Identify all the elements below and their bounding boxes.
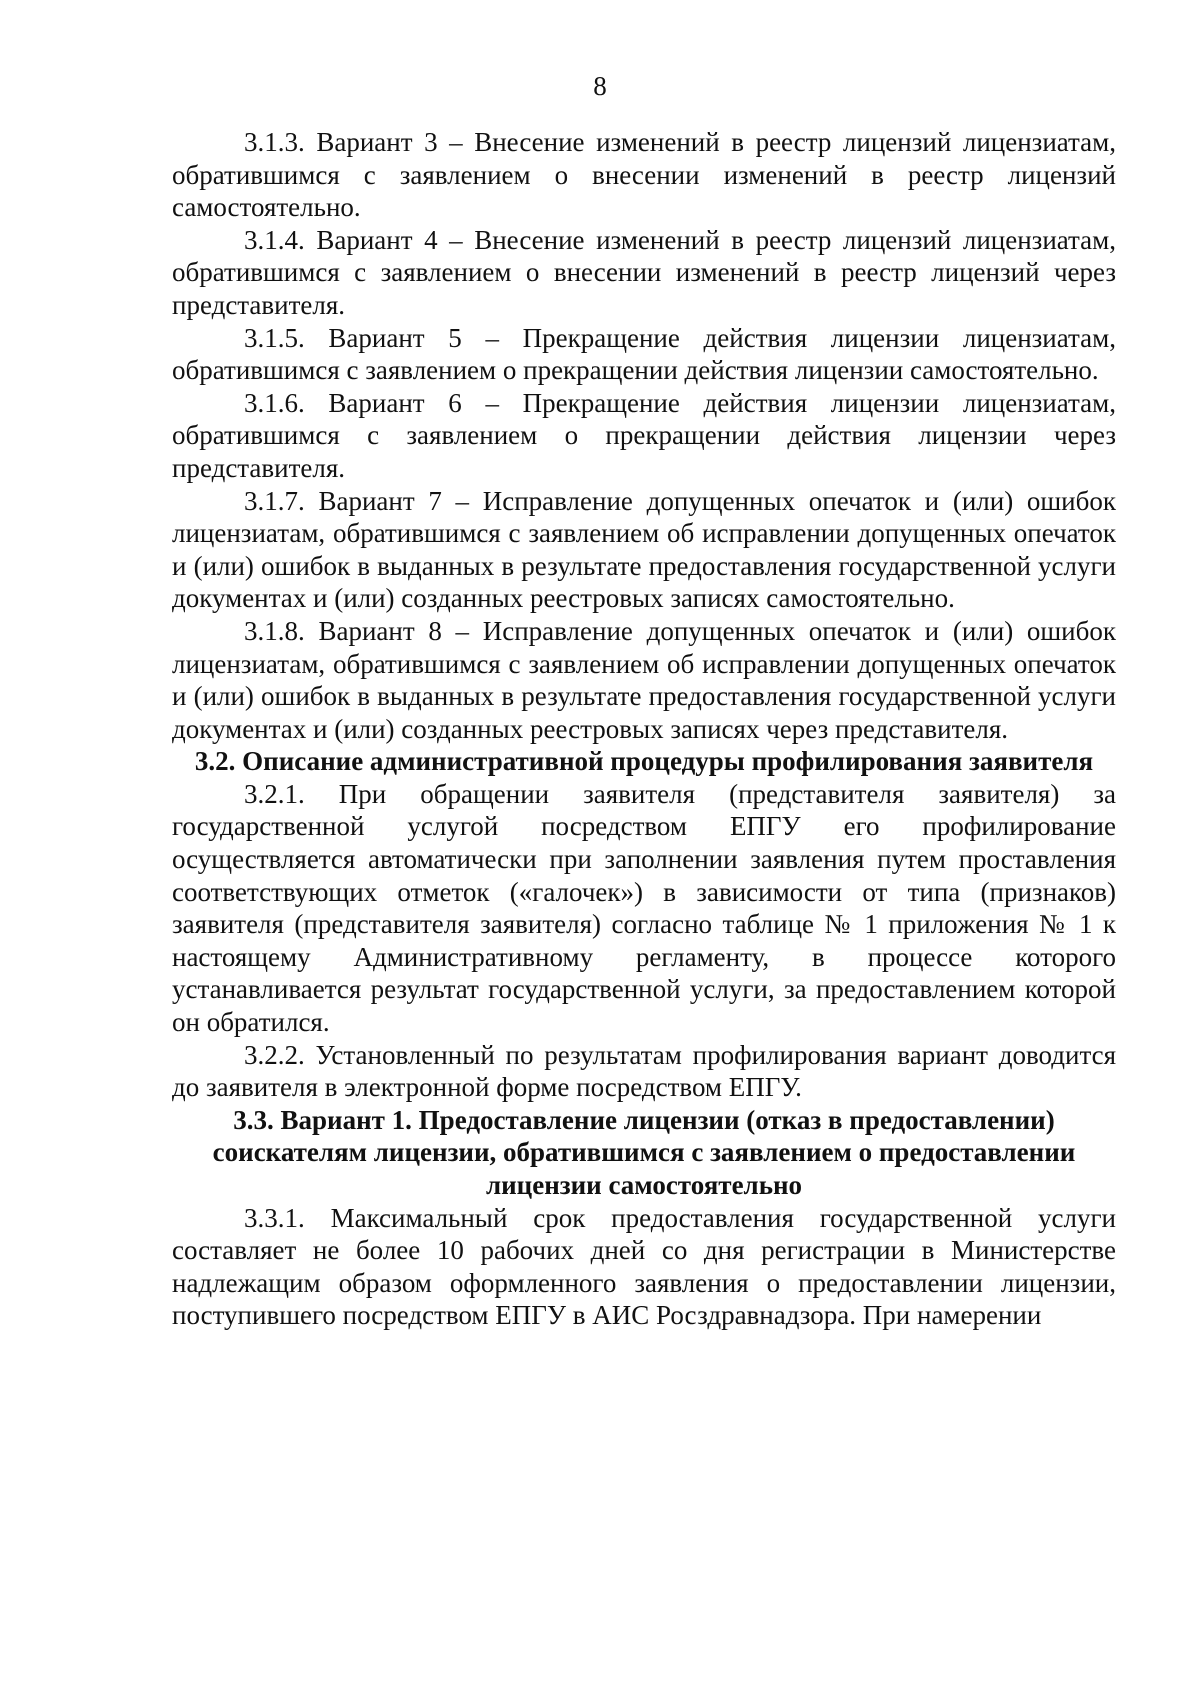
document-body <box>172 126 1116 1332</box>
page-number: 8 <box>593 71 607 101</box>
section-heading-3-3-line-3: лицензии самостоятельно <box>485 1170 803 1200</box>
paragraph-3-1-4: 3.1.4. Вариант 4 – Внесение изменений в реестр лицензий лицензиатам, обратившимся с заявлением о внесении изменений в реестр лицензий через представителя. <box>172 224 1116 320</box>
paragraph-3-1-7: 3.1.7. Вариант 7 – Исправление допущенных опечаток и (или) ошибок лицензиатам, обратившимся с заявлением об исправлении допущенных опечаток и (или) ошибок в выданных в результате предоставления государственной услуги документах и (или) созданных реестровых записях самостоятельно. <box>172 485 1116 614</box>
section-heading-3-2: 3.2. Описание административной процедуры профилирования заявителя <box>194 746 1094 777</box>
paragraph-3-3-1: 3.3.1. Максимальный срок предоставления государственной услуги составляет не более 10 рабочих дней со дня регистрации в Министерстве надлежащим образом оформленного заявления о предоставлении лицензии, поступившего посредством ЕПГУ в АИС Росздравнадзора. При намерении <box>172 1202 1116 1331</box>
paragraph-3-2-2: 3.2.2. Установленный по результатам профилирования вариант доводится до заявителя в электронной форме посредством ЕПГУ. <box>172 1039 1116 1103</box>
paragraph-3-1-5: 3.1.5. Вариант 5 – Прекращение действия лицензии лицензиатам, обратившимся с заявлением о прекращении действия лицензии самостоятельно. <box>172 322 1116 386</box>
paragraph-3-2-1: 3.2.1. При обращении заявителя (представителя заявителя) за государственной услугой посредством ЕПГУ его профилирование осуществляется автоматически при заполнении заявления путем проставления соответствующих отметок («галочек») в зависимости от типа (признаков) заявителя (представителя заявителя) согласно таблице № 1 приложения № 1 к настоящему Административному регламенту, в процессе которого устанавливается результат государственной услуги, за предоставлением которой он обратился. <box>172 778 1116 1038</box>
section-heading-3-3-line-1: 3.3. Вариант 1. Предоставление лицензии (отказ в предоставлении) <box>233 1104 1055 1135</box>
paragraph-3-1-3: 3.1.3. Вариант 3 – Внесение изменений в реестр лицензий лицензиатам, обратившимся с заявлением о внесении изменений в реестр лицензий самостоятельно. <box>172 127 1116 223</box>
paragraph-3-1-8: 3.1.8. Вариант 8 – Исправление допущенных опечаток и (или) ошибок лицензиатам, обратившимся с заявлением об исправлении допущенных опечаток и (или) ошибок в выданных в результате предоставления государственной услуги документах и (или) созданных реестровых записях через представителя. <box>172 615 1116 744</box>
section-heading-3-3 <box>172 1104 1116 1202</box>
paragraph-3-1-6: 3.1.6. Вариант 6 – Прекращение действия лицензии лицензиатам, обратившимся с заявлением о прекращении действия лицензии через представителя. <box>172 387 1116 483</box>
section-heading-3-3-line-2: соискателям лицензии, обратившимся с заявлением о предоставлении <box>212 1137 1076 1168</box>
